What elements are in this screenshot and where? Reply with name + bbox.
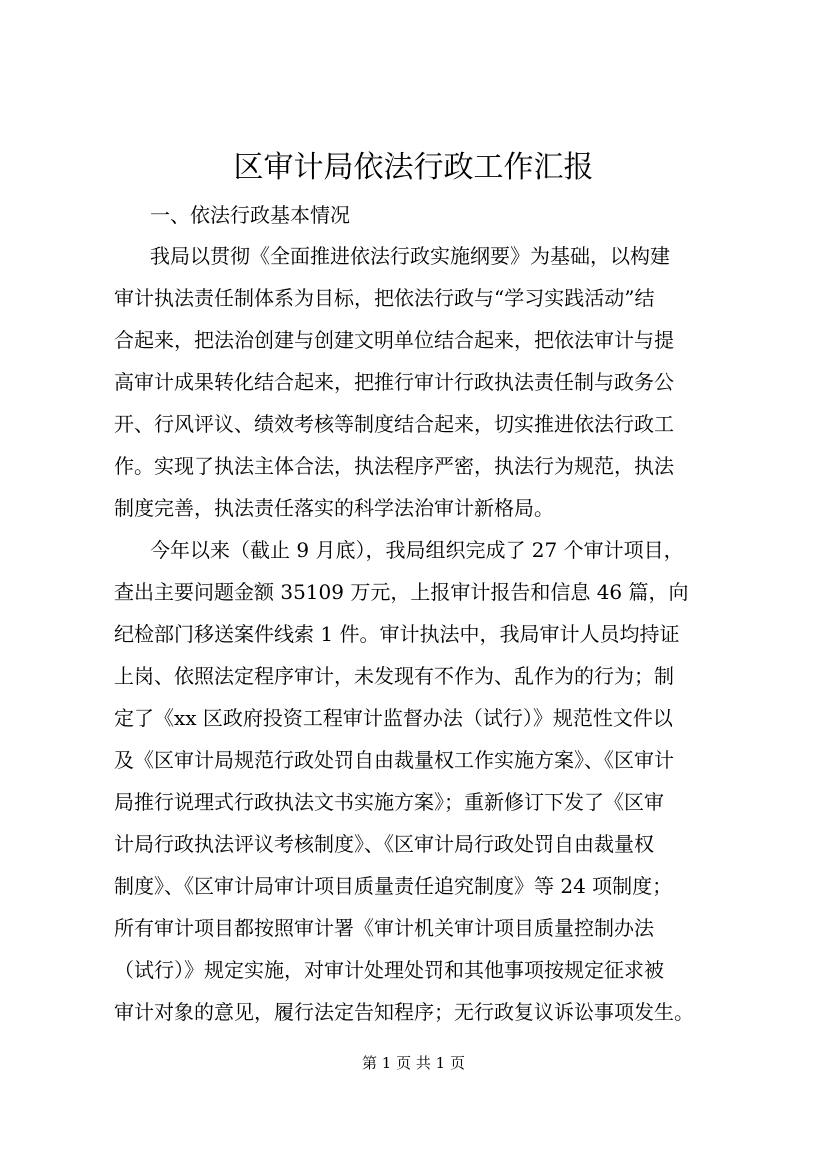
paragraph-line: 查出主要问题金额 35109 万元，上报审计报告和信息 46 篇，向 bbox=[114, 580, 689, 604]
paragraph-line: 及《区审计局规范行政处罚自由裁量权工作实施方案》、《区审计 bbox=[114, 748, 674, 772]
paragraph-line: 上岗、依照法定程序审计，未发现有不作为、乱作为的行为；制 bbox=[114, 664, 674, 688]
paragraph-line: 作。实现了执法主体合法，执法程序严密，执法行为规范，执法 bbox=[114, 454, 674, 478]
page-footer: 第 1 页 共 1 页 bbox=[362, 1054, 465, 1072]
paragraph-line: （试行）》规定实施，对审计处理处罚和其他事项按规定征求被 bbox=[114, 958, 664, 982]
paragraph-line: 纪检部门移送案件线索 1 件。审计执法中，我局审计人员均持证 bbox=[114, 622, 680, 646]
document-title: 区审计局依法行政工作汇报 bbox=[233, 150, 594, 185]
paragraph-line: 定了《xx 区政府投资工程审计监督办法（试行）》规范性文件以 bbox=[114, 706, 673, 730]
paragraph-line: 高审计成果转化结合起来，把推行审计行政执法责任制与政务公 bbox=[114, 370, 674, 394]
paragraph-line: 制度》、《区审计局审计项目质量责任追究制度》等 24 项制度； bbox=[114, 874, 673, 898]
paragraph-line: 我局以贯彻《全面推进依法行政实施纲要》为基础，以构建 bbox=[150, 244, 670, 268]
paragraph-line: 合起来，把法治创建与创建文明单位结合起来，把依法审计与提 bbox=[114, 328, 674, 352]
paragraph-line: 审计执法责任制体系为目标，把依法行政与“学习实践活动”结 bbox=[114, 286, 655, 310]
paragraph-line: 审计对象的意见，履行法定告知程序；无行政复议诉讼事项发生。 bbox=[114, 1000, 694, 1024]
paragraph-line: 计局行政执法评议考核制度》、《区审计局行政处罚自由裁量权 bbox=[114, 832, 654, 856]
paragraph-line: 所有审计项目都按照审计署《审计机关审计项目质量控制办法 bbox=[114, 916, 654, 940]
paragraph-line: 制度完善，执法责任落实的科学法治审计新格局。 bbox=[114, 496, 554, 520]
paragraph-line: 局推行说理式行政执法文书实施方案》；重新修订下发了《区审 bbox=[114, 790, 664, 814]
section-heading: 一、依法行政基本情况 bbox=[150, 203, 350, 227]
paragraph-line: 开、行风评议、绩效考核等制度结合起来，切实推进依法行政工 bbox=[114, 412, 674, 436]
paragraph-line: 今年以来（截止 9 月底），我局组织完成了 27 个审计项目， bbox=[150, 538, 684, 562]
